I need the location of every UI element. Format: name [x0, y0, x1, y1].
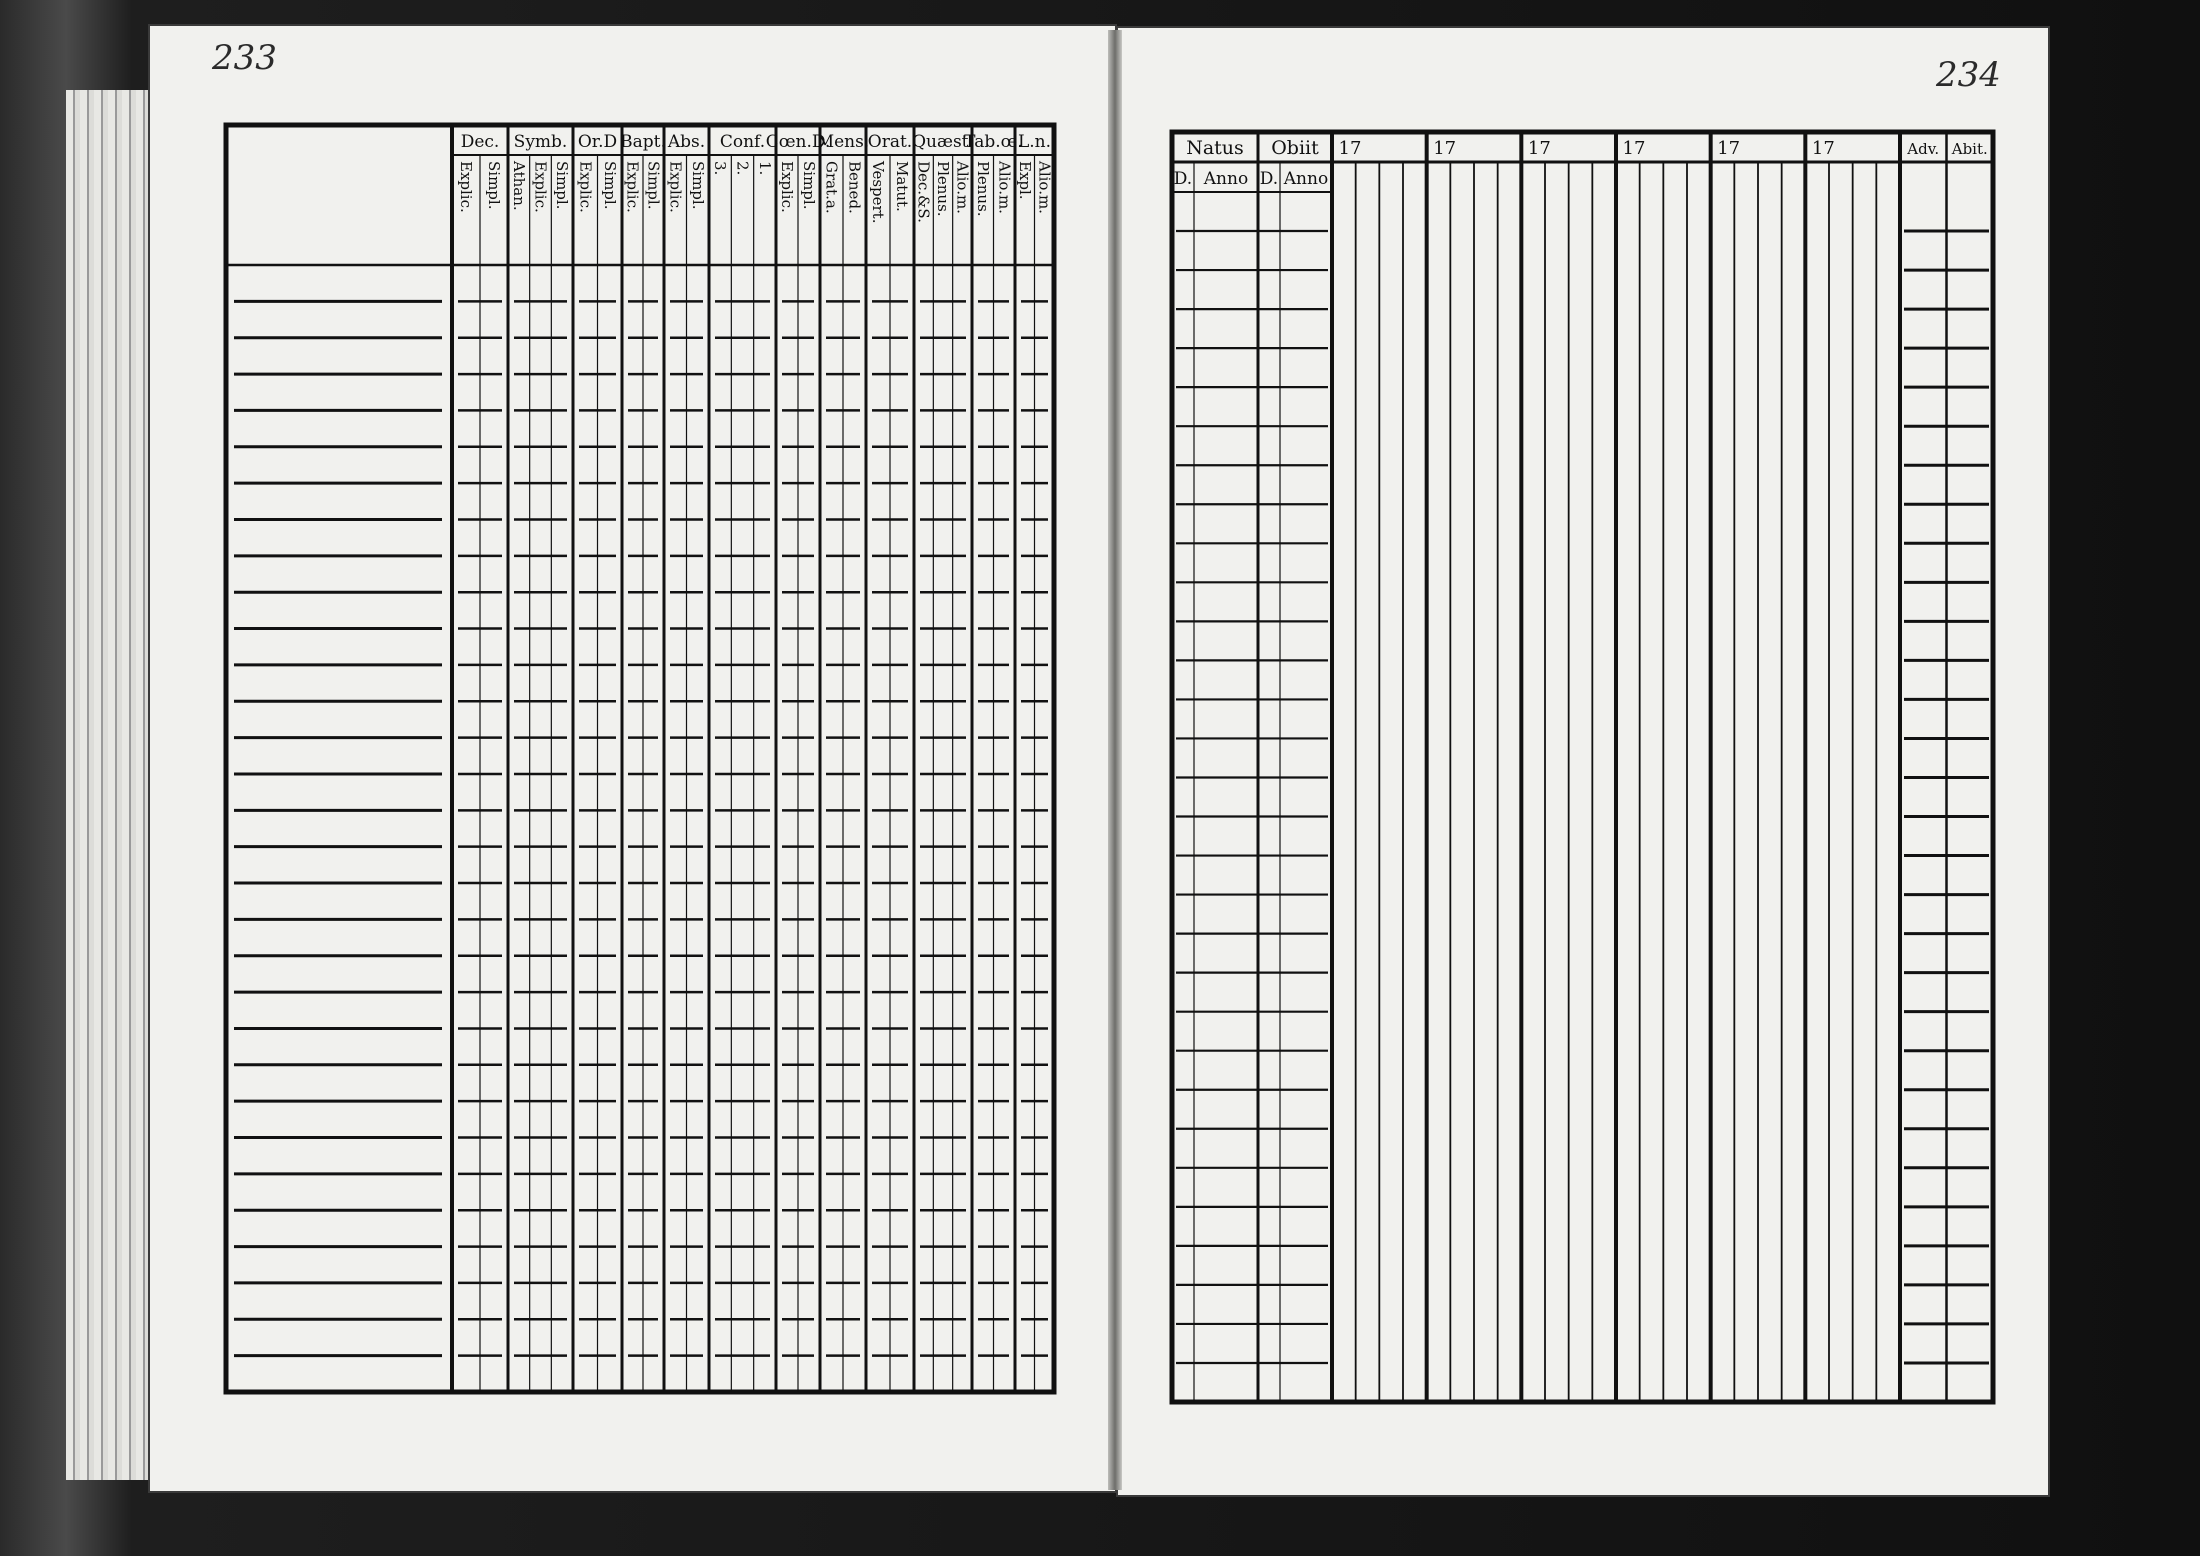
column-header: L.n.: [1017, 132, 1052, 152]
column-header: Tab.œ.: [964, 132, 1023, 152]
column-subheader: Explic.: [778, 161, 796, 213]
column-subheader: Grat.a.: [822, 161, 841, 214]
page-number-left: 233: [212, 38, 277, 78]
column-header: Abs.: [667, 132, 706, 152]
column-header: Bapt.: [620, 132, 666, 152]
column-subheader: Explic.: [457, 161, 475, 213]
column-header: Or.D: [577, 132, 618, 152]
column-subheader: Alio.m.: [1035, 161, 1054, 214]
column-header: Dec.: [460, 132, 500, 152]
year-header: 17: [1338, 138, 1362, 159]
obiit-day-subheader: D.: [1259, 169, 1279, 189]
year-header: 17: [1622, 138, 1646, 159]
column-header: Mens.: [816, 132, 870, 152]
right-table-border: [1172, 132, 1993, 1402]
column-subheader: 3.: [711, 161, 730, 176]
natus-year-subheader: Anno: [1203, 169, 1249, 189]
column-subheader: Simpl.: [485, 161, 503, 210]
column-subheader: Alio.m.: [995, 161, 1014, 214]
tail-column-header: Abit.: [1951, 140, 1988, 158]
column-subheader: Plenus.: [934, 161, 952, 217]
column-subheader: Simpl.: [800, 161, 818, 210]
obiit-year-subheader: Anno: [1283, 169, 1329, 189]
column-subheader: Bened.: [845, 161, 864, 214]
column-subheader: Explic.: [666, 161, 685, 213]
natus-day-subheader: D.: [1173, 169, 1193, 189]
page-number-right: 234: [1936, 55, 2001, 95]
natus-header: Natus: [1186, 137, 1244, 159]
column-subheader: Simpl.: [553, 161, 572, 210]
column-subheader: Explic.: [623, 161, 642, 213]
column-header: Cœn.D.: [765, 132, 831, 152]
column-header: Quæst.: [912, 132, 974, 152]
column-subheader: 2.: [733, 161, 752, 176]
column-header: Orat.: [867, 132, 913, 152]
column-subheader: Vespert.: [869, 161, 887, 224]
column-subheader: Alio.m.: [953, 161, 972, 214]
column-subheader: Matut.: [893, 161, 911, 212]
column-subheader: Simpl.: [600, 161, 619, 210]
column-subheader: Simpl.: [688, 161, 707, 210]
column-subheader: Explic.: [531, 161, 550, 213]
column-subheader: Plenus.: [973, 161, 992, 217]
year-header: 17: [1811, 138, 1835, 159]
year-header: 17: [1527, 138, 1551, 159]
column-subheader: Expl.: [1015, 161, 1034, 200]
column-subheader: 1.: [755, 161, 774, 176]
column-header: Conf.: [719, 132, 766, 152]
column-subheader: Athan.: [509, 161, 528, 211]
column-subheader: Explic.: [576, 161, 595, 213]
column-subheader: Dec.&S.: [914, 161, 933, 223]
column-header: Symb.: [513, 132, 568, 152]
year-header: 17: [1433, 138, 1457, 159]
obiit-header: Obiit: [1271, 137, 1319, 159]
year-header: 17: [1717, 138, 1741, 159]
tail-column-header: Adv.: [1907, 140, 1940, 158]
column-subheader: Simpl.: [644, 161, 663, 210]
